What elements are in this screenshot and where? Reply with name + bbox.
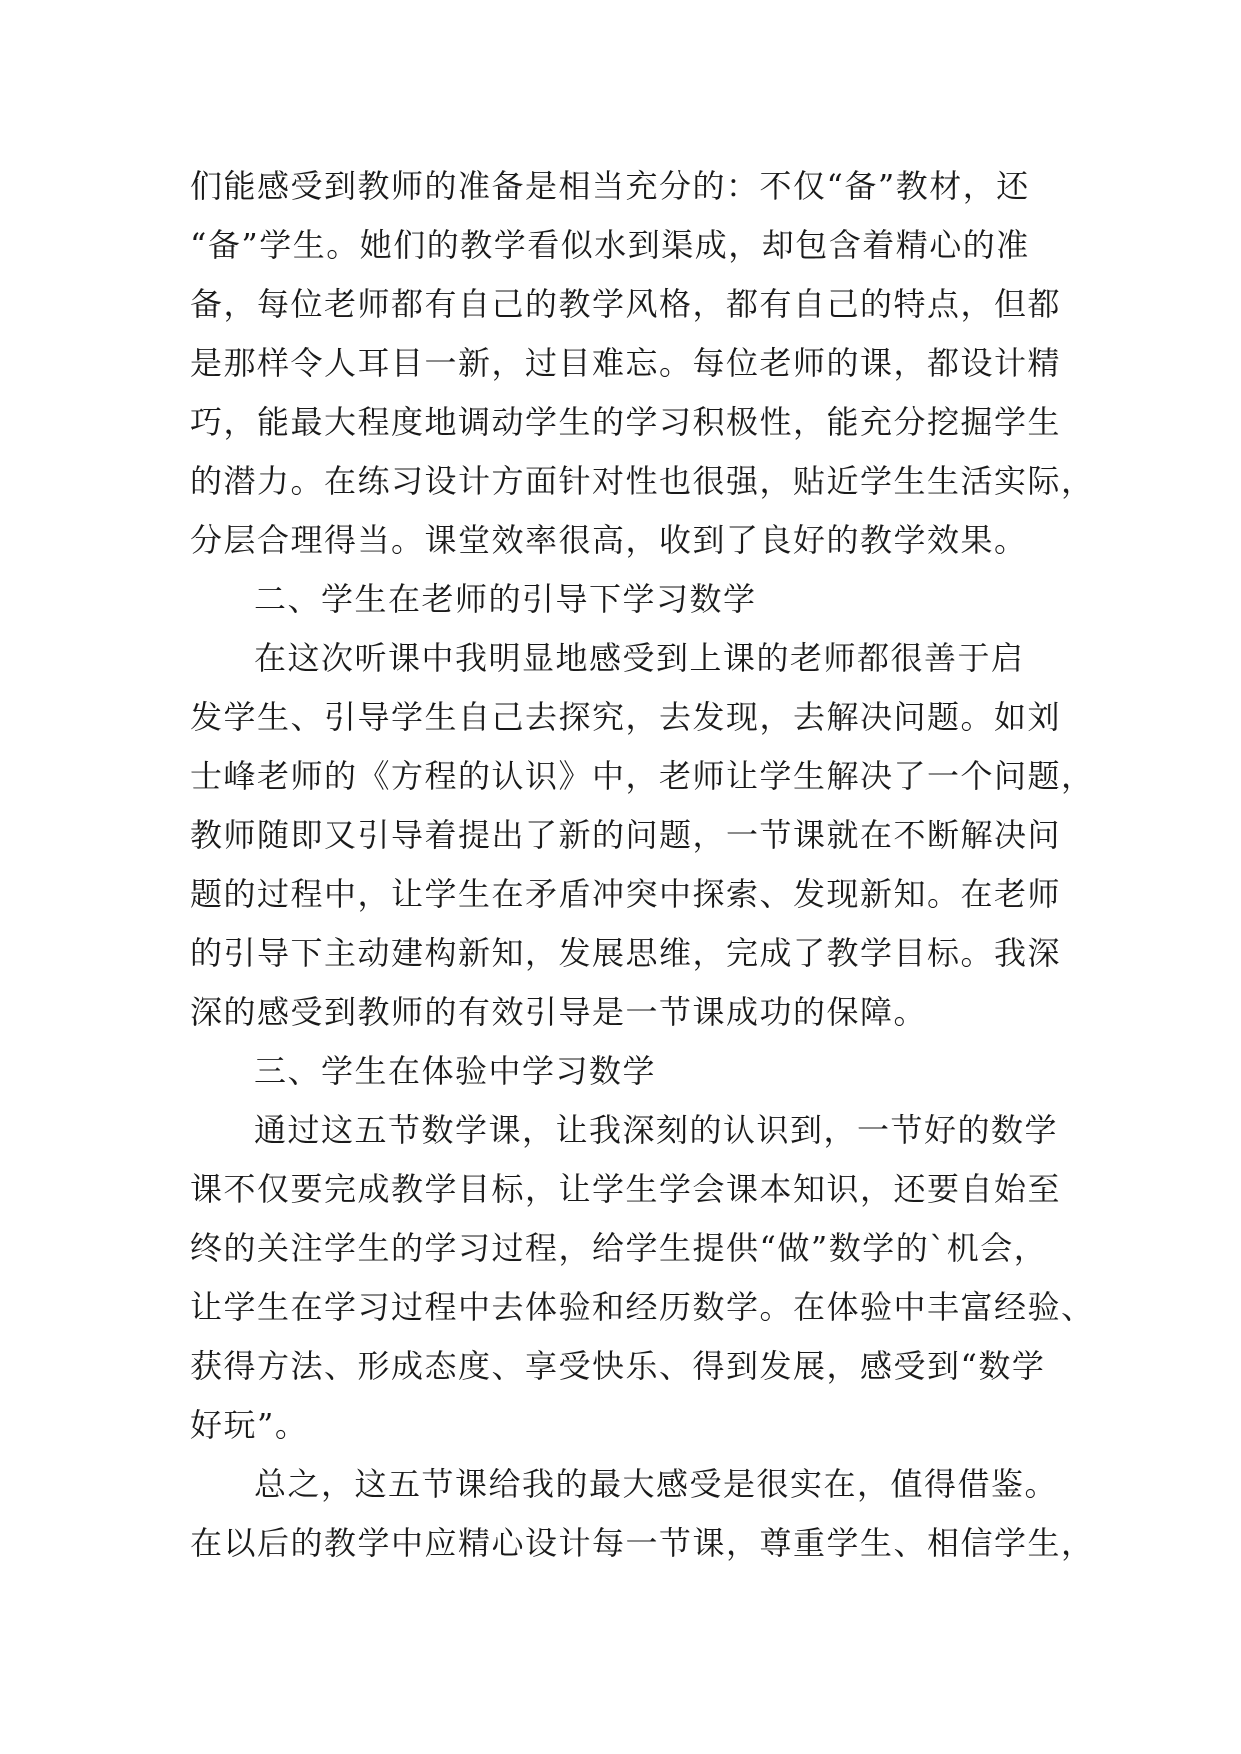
text-line: 巧，能最大程度地调动学生的学习积极性，能充分挖掘学生	[190, 403, 1062, 441]
text-line: “备”学生。她们的教学看似水到渠成，却包含着精心的准	[190, 226, 1030, 264]
text-line: 的引导下主动建构新知，发展思维，完成了教学目标。我深	[190, 934, 1062, 972]
text-line: 们能感受到教师的准备是相当充分的：不仅“备”教材，还	[190, 167, 1030, 205]
text-line: 备，每位老师都有自己的教学风格，都有自己的特点，但都	[190, 285, 1062, 323]
text-line: 通过这五节数学课，让我深刻的认识到，一节好的数学	[254, 1111, 1059, 1149]
text-line: 总之，这五节课给我的最大感受是很实在，值得借鉴。	[254, 1465, 1059, 1503]
text-line: 分层合理得当。课堂效率很高，收到了良好的教学效果。	[190, 521, 1028, 559]
text-line: 在以后的教学中应精心设计每一节课，尊重学生、相信学生，	[190, 1524, 1095, 1562]
text-line: 的潜力。在练习设计方面针对性也很强，贴近学生生活实际，	[190, 462, 1095, 500]
text-line: 发学生、引导学生自己去探究，去发现，去解决问题。如刘	[190, 698, 1062, 736]
text-line: 好玩”。	[190, 1406, 309, 1444]
text-line: 教师随即又引导着提出了新的问题，一节课就在不断解决问	[190, 816, 1062, 854]
text-line: 获得方法、形成态度、享受快乐、得到发展，感受到“数学	[190, 1347, 1046, 1385]
section-heading: 三、学生在体验中学习数学	[254, 1052, 657, 1090]
text-line: 题的过程中，让学生在矛盾冲突中探索、发现新知。在老师	[190, 875, 1062, 913]
text-line: 课不仅要完成教学目标，让学生学会课本知识，还要自始至	[190, 1170, 1062, 1208]
text-line: 在这次听课中我明显地感受到上课的老师都很善于启	[254, 639, 1025, 677]
section-heading: 二、学生在老师的引导下学习数学	[254, 580, 757, 618]
text-line: 士峰老师的《方程的认识》中，老师让学生解决了一个问题，	[190, 757, 1095, 795]
text-line: 让学生在学习过程中去体验和经历数学。在体验中丰富经验、	[190, 1288, 1095, 1326]
text-line: 终的关注学生的学习过程，给学生提供“做”数学的`机会，	[190, 1229, 1048, 1267]
text-line: 是那样令人耳目一新，过目难忘。每位老师的课，都设计精	[190, 344, 1062, 382]
text-line: 深的感受到教师的有效引导是一节课成功的保障。	[190, 993, 928, 1031]
